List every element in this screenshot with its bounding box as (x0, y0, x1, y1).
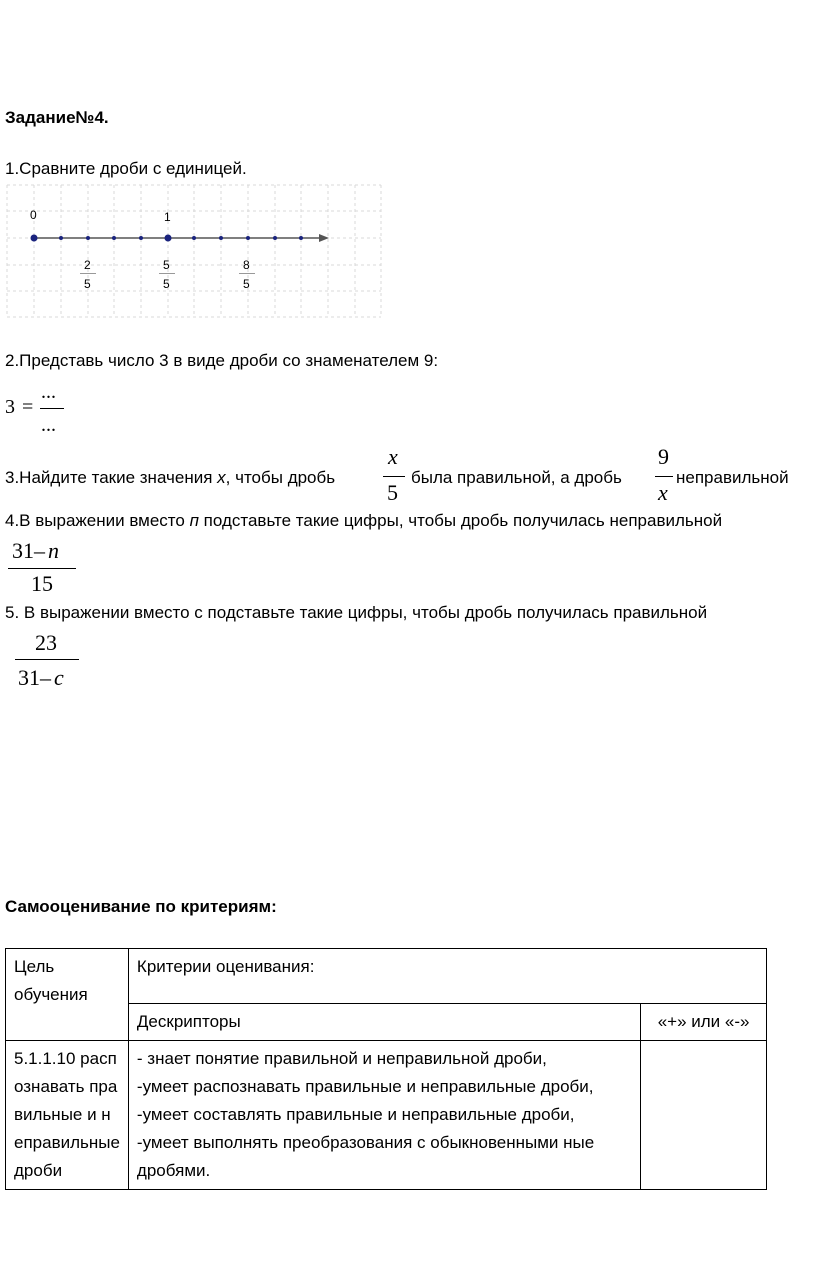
task2-lhs: 3 (5, 396, 15, 418)
goal-cell: 5.1.1.10 распознавать правильные и неправильные дроби (6, 1041, 129, 1190)
task4-var: п (189, 511, 199, 530)
task1-text: 1.Сравните дроби с единицей. (5, 159, 247, 178)
task2-num: ... (41, 381, 56, 403)
tick-point (273, 236, 277, 240)
frac3-num: 8 (243, 258, 250, 272)
label-one: 1 (164, 210, 171, 224)
task2-eq: = (22, 396, 34, 418)
tick-point (192, 236, 196, 240)
task5-text: 5. В выражении вместо с подставьте такие цифры, чтобы дробь получилась правильной (5, 603, 708, 622)
descriptors-cell (128, 1041, 640, 1190)
criteria-table (5, 948, 767, 1190)
descriptor-item: -умеет выполнять преобразования с обыкновенными ные дробями. (136, 1133, 595, 1180)
tick-point (86, 236, 90, 240)
task-title: Задание№4. (5, 108, 109, 127)
header-descriptors: Дескрипторы (128, 1004, 640, 1041)
tick-point (59, 236, 63, 240)
descriptor-item: -умеет распознавать правильные и неправильные дроби, (136, 1077, 594, 1096)
descriptor-item: - знает понятие правильной и неправильной дроби, (136, 1049, 547, 1068)
header-mark: «+» или «-» (641, 1004, 767, 1041)
frac1-num: 2 (84, 258, 91, 272)
task3-part4: неправильной (676, 468, 789, 487)
task3-line: 3.Найдите такие значения х, чтобы дробь (5, 468, 336, 487)
selfassessment-heading: Самооценивание по критериям: (5, 897, 277, 916)
number-line-figure (5, 183, 383, 319)
frac1-den: 5 (84, 277, 91, 291)
tick-point (299, 236, 303, 240)
point-zero (31, 235, 38, 242)
task4-line: 4.В выражении вместо п подставьте такие цифры, чтобы дробь получилась неправильной (5, 511, 723, 530)
task3-frac2-den: x (658, 480, 668, 505)
header-goal: Цель обучения (6, 949, 129, 1041)
task2-text: 2.Представь число 3 в виде дроби со знаменателем 9: (5, 351, 439, 370)
task5-den: 31– c (18, 665, 64, 690)
tick-point (219, 236, 223, 240)
task3-var: х (217, 468, 226, 487)
task3-part3: была правильной, а дробь (411, 468, 622, 487)
mark-cell[interactable] (641, 1041, 767, 1190)
task3-frac1-num: x (388, 444, 398, 469)
task5-num: 23 (35, 630, 57, 655)
task3-frac1-den: 5 (387, 480, 398, 505)
task3-frac2-num: 9 (658, 444, 669, 469)
tick-point (112, 236, 116, 240)
frac2-num: 5 (163, 258, 170, 272)
frac2-den: 5 (163, 277, 170, 291)
descriptor-item: -умеет составлять правильные и неправильные дроби, (136, 1105, 575, 1124)
frac3-den: 5 (243, 277, 250, 291)
tick-point (246, 236, 250, 240)
task4-den: 15 (31, 571, 53, 596)
task4-num: 31– n (12, 538, 59, 563)
point-one (165, 235, 172, 242)
header-criteria: Критерии оценивания: (128, 949, 766, 1004)
label-zero: 0 (30, 208, 37, 222)
task2-den: ... (41, 414, 56, 436)
tick-point (139, 236, 143, 240)
